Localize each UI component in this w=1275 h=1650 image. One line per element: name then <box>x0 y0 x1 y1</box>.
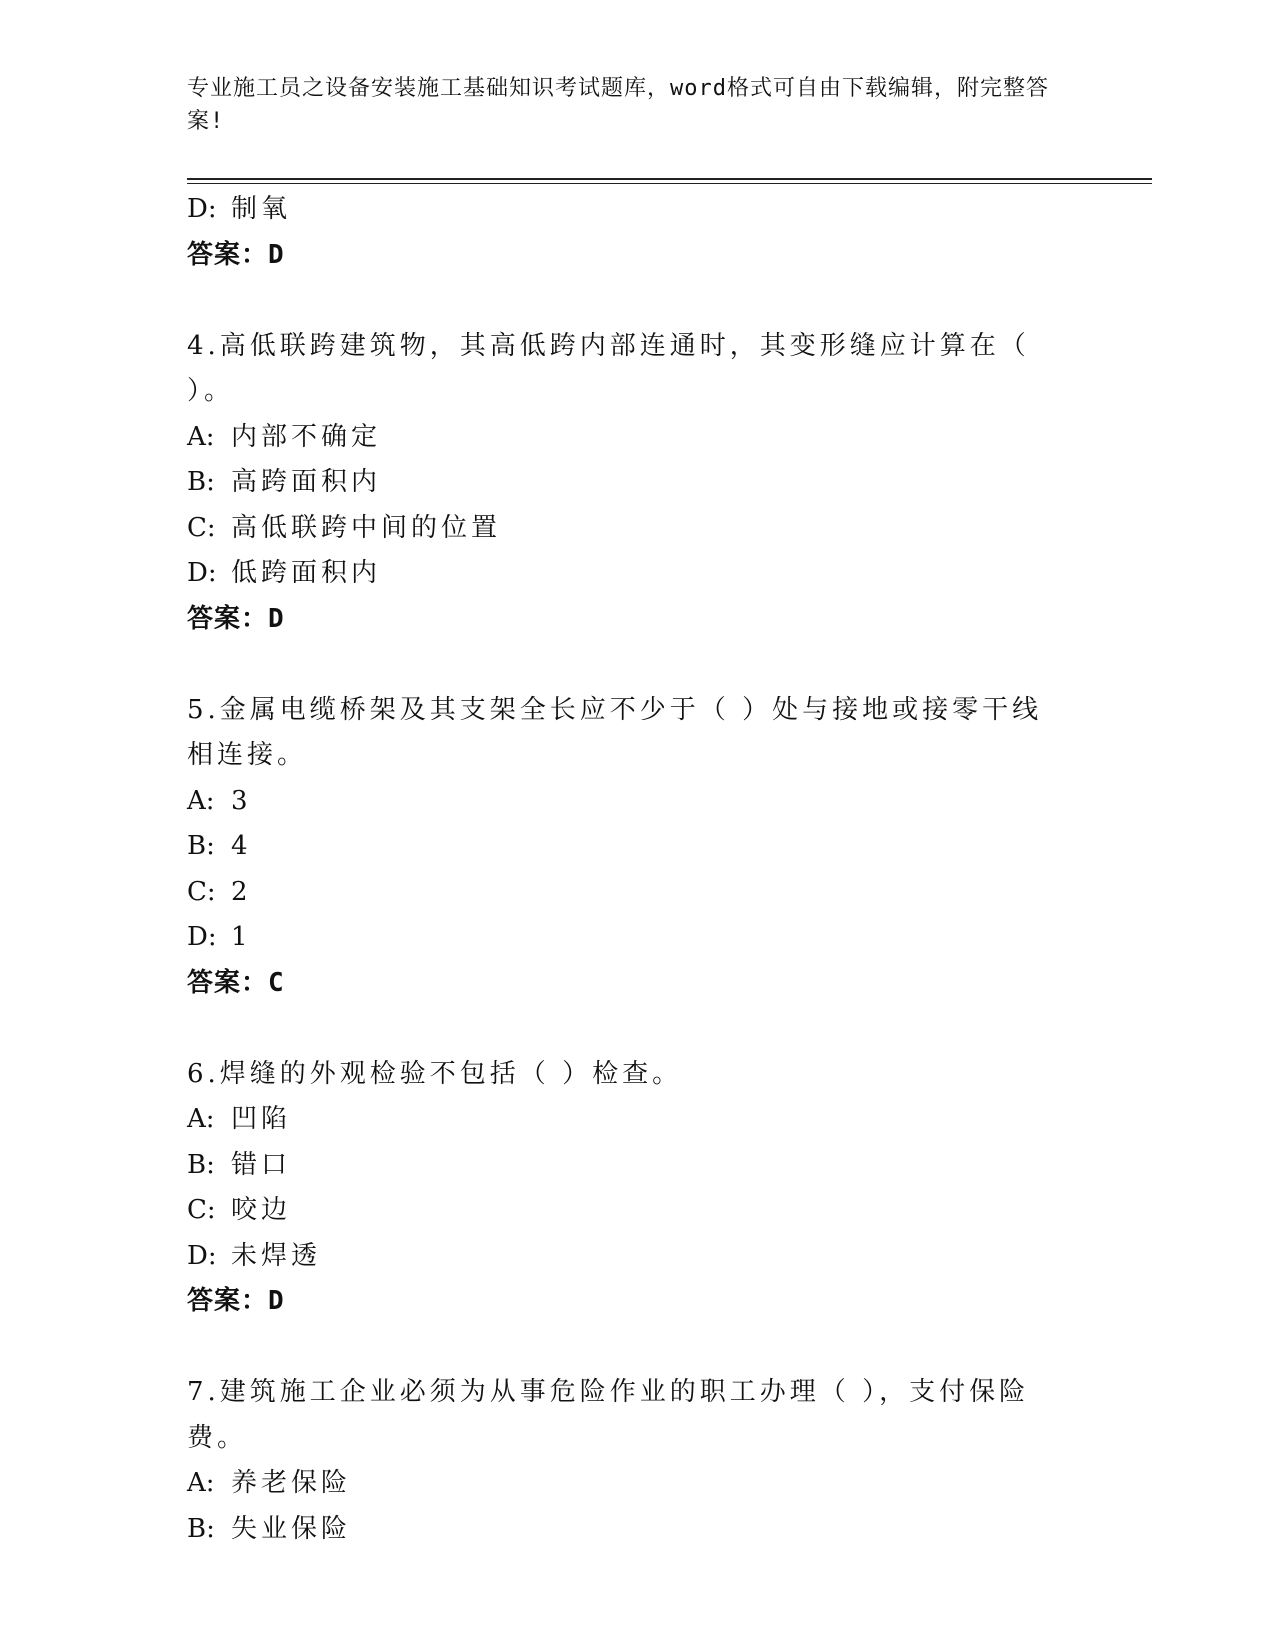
option-text: 凹陷 <box>231 1104 292 1134</box>
option-line <box>187 870 1087 916</box>
option-label: B: <box>187 831 215 861</box>
option-line <box>187 1188 1087 1234</box>
option-line <box>187 824 1087 870</box>
option-line <box>187 460 1087 506</box>
page-header: 专业施工员之设备安装施工基础知识考试题库，word格式可自由下载编辑，附完整答案! <box>187 76 1049 134</box>
answer-line: 答案：D <box>187 603 285 634</box>
spacer <box>187 1325 1087 1371</box>
option-text: 错口 <box>231 1149 292 1180</box>
option-label: B: <box>187 1149 215 1180</box>
question-text: 6.焊缝的外观检验不包括（ ）检查。 <box>187 1058 683 1089</box>
option-line <box>187 1461 1087 1507</box>
option-label: C: <box>187 1195 216 1225</box>
option-line <box>187 1507 1087 1553</box>
option-line <box>187 187 1087 233</box>
spacer <box>187 1006 1087 1052</box>
option-text: 咬边 <box>231 1195 292 1225</box>
option-label: A: <box>187 785 215 816</box>
option-text: 未焊透 <box>231 1240 322 1271</box>
option-label: D: <box>187 194 217 224</box>
option-text: 2 <box>231 876 252 907</box>
spacer <box>187 278 1087 324</box>
option-label: C: <box>187 512 216 543</box>
option-line <box>187 551 1087 597</box>
option-text: 高跨面积内 <box>231 467 382 497</box>
option-line <box>187 506 1087 552</box>
option-label: D: <box>187 1240 217 1271</box>
option-text: 失业保险 <box>231 1513 352 1544</box>
question-text: 7.建筑施工企业必须为从事危险作业的职工办理（ ），支付保险费。 <box>187 1377 1030 1453</box>
option-label: A: <box>187 421 215 452</box>
header-rule-thin <box>187 183 1152 184</box>
option-label: D: <box>187 558 217 588</box>
option-label: B: <box>187 467 215 497</box>
option-text: 3 <box>231 785 252 816</box>
question-text: 4.高低联跨建筑物，其高低跨内部连通时，其变形缝应计算在（ ）。 <box>187 330 1030 406</box>
answer-line: 答案：D <box>187 1286 285 1316</box>
option-line <box>187 1234 1087 1280</box>
answer-line: 答案：D <box>187 239 285 270</box>
option-text: 高低联跨中间的位置 <box>231 512 502 543</box>
option-line <box>187 779 1087 825</box>
option-text: 低跨面积内 <box>231 558 382 588</box>
option-text: 内部不确定 <box>231 421 382 452</box>
option-label: C: <box>187 876 216 907</box>
spacer <box>187 642 1087 688</box>
option-label: D: <box>187 922 217 952</box>
option-label: B: <box>187 1513 215 1544</box>
option-text: 养老保险 <box>231 1468 352 1498</box>
option-label: A: <box>187 1104 215 1134</box>
option-text: 制氧 <box>231 194 292 224</box>
question-list <box>187 187 1087 1552</box>
option-label: A: <box>187 1468 215 1498</box>
option-line <box>187 915 1087 961</box>
answer-line: 答案：C <box>187 967 285 998</box>
option-line <box>187 1097 1087 1143</box>
option-line <box>187 415 1087 461</box>
option-text: 4 <box>231 831 252 861</box>
header-rule-thick <box>187 178 1152 180</box>
question-text: 5.金属电缆桥架及其支架全长应不少于（ ）处与接地或接零干线相连接。 <box>187 694 1043 770</box>
option-line <box>187 1143 1087 1189</box>
option-text: 1 <box>231 922 252 952</box>
